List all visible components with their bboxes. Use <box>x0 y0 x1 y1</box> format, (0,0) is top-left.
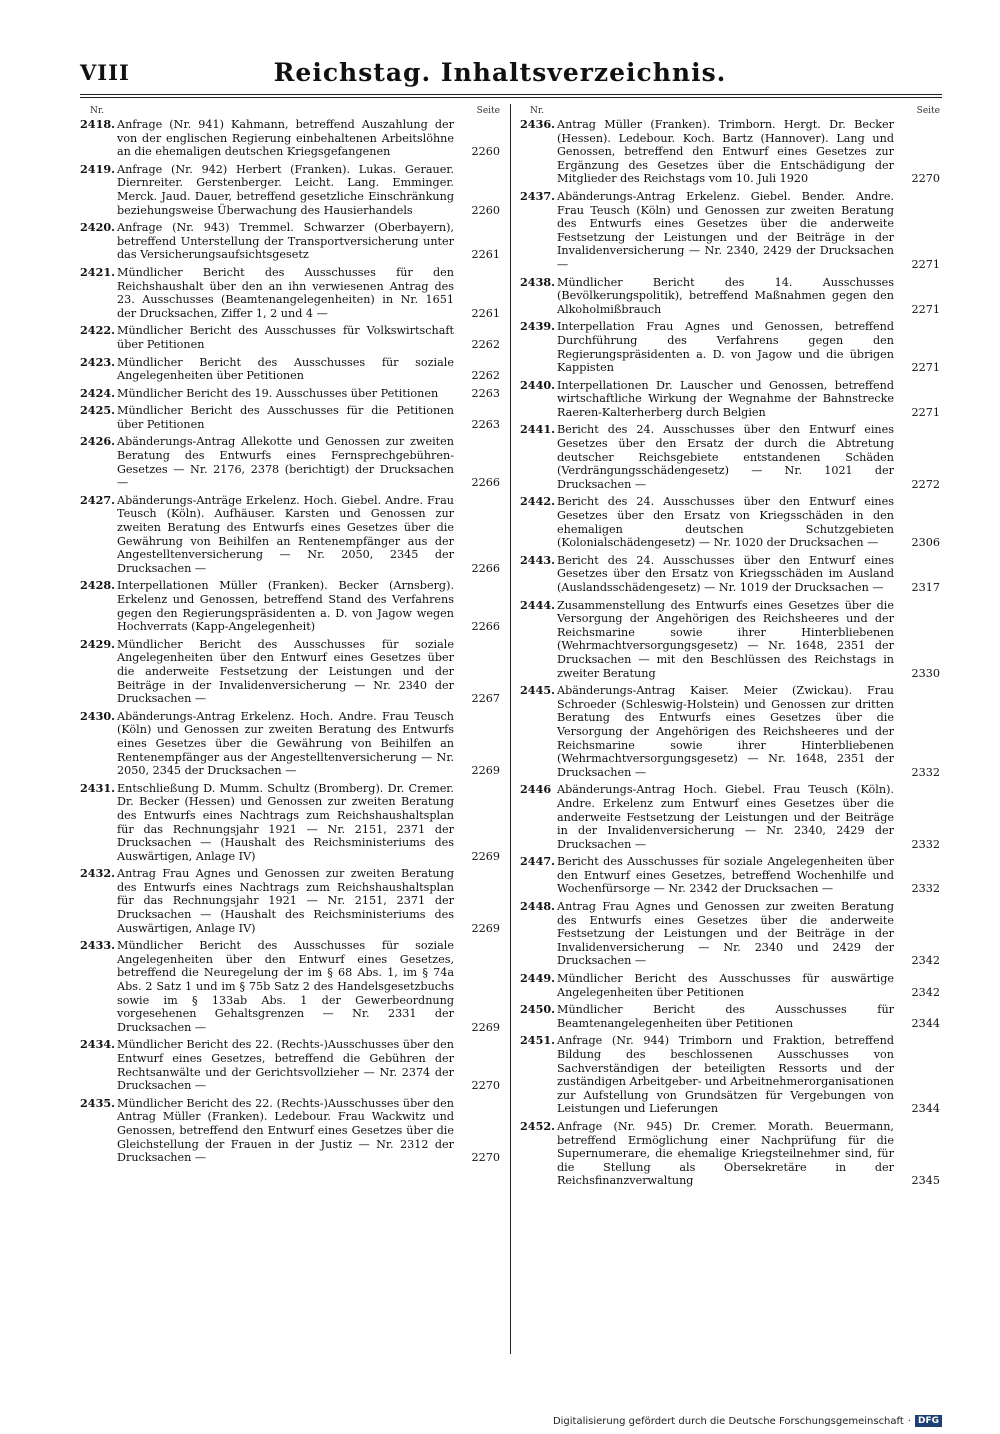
column-header <box>80 104 500 118</box>
entry-number: 2426. <box>80 434 116 449</box>
toc-entry <box>520 320 940 374</box>
entry-text: Abänderungs-Antrag Kaiser. Meier (Zwickau). Frau Schroeder (Schleswig-Holstein) und Genossen zur dritten Beratung des Entwurfs eines Gesetzes über die Versorgung der Angehörigen des Reichsheeres und der Reichsmarine sowie ihrer Hinterbliebenen (Wehrmachtversorgungsgesetz) — Nr. 1648, 2351 der Drucksachen — <box>557 684 894 779</box>
entry-page: 2342 <box>911 985 940 999</box>
entry-text: Interpellationen Dr. Lauscher und Genossen, betreffend wirtschaftliche Wirkung der Wegnahme der Bahnstrecke Raeren-Kalterherberg durch Belgien <box>557 378 894 419</box>
header-rule <box>80 94 942 95</box>
entry-page: 2272 <box>911 477 940 491</box>
entry-number: 2449. <box>520 971 556 986</box>
toc-entry <box>80 638 500 706</box>
entry-number: 2429. <box>80 636 116 651</box>
entry-text: Bericht des 24. Ausschusses über den Entwurf eines Gesetzes über den Ersatz von Kriegsschäden in den ehemaligen deutschen Schutzgebieten (Kolonialschädengesetz) — Nr. 1020 der Drucksachen — <box>557 495 894 550</box>
entry-text: Bericht des 24. Ausschusses über den Entwurf eines Gesetzes über den Ersatz von Kriegsschäden im Ausland (Auslandsschädengesetz) — Nr. 1019 der Drucksachen — <box>557 553 894 594</box>
toc-entry <box>80 1038 500 1092</box>
entry-text: Mündlicher Bericht des Ausschusses für soziale Angelegenheiten über den Entwurf eines Gesetzes, betreffend die Neuregelung der im § 68 Abs. 1, im § 74a Abs. 2 Satz 1 und im § 75b Satz 2 des Handelsgesetzbuchs sowie im § 133ab Abs. 1 der Gewerbeordnung vorgesehenen Gehaltsgrenzen — Nr. 2331 der Drucksachen — <box>117 939 454 1034</box>
entry-text: Anfrage (Nr. 941) Kahmann, betreffend Auszahlung der von der englischen Regierung einbehaltenen Arbeitslöhne an die ehemaligen deutschen Kriegsgefangenen <box>117 118 454 159</box>
toc-entry <box>520 1120 940 1188</box>
entry-page: 2271 <box>911 257 940 271</box>
entry-page: 2271 <box>911 405 940 419</box>
column-header-seite: Seite <box>916 106 940 116</box>
entry-number: 2430. <box>80 708 116 723</box>
entry-number: 2436. <box>520 117 556 131</box>
entry-number: 2447. <box>520 854 556 869</box>
entry-page: 2342 <box>911 954 940 968</box>
entry-number: 2445. <box>520 683 556 698</box>
entry-text: Bericht des Ausschusses für soziale Angelegenheiten über den Entwurf eines Gesetzes, betreffend Wochenhilfe und Wochenfürsorge — Nr. 2342 der Drucksachen — <box>557 855 894 896</box>
entry-text: Mündlicher Bericht des Ausschusses für Beamtenangelegenheiten über Petitionen <box>557 1003 894 1030</box>
toc-entry <box>520 276 940 317</box>
toc-entry <box>520 972 940 999</box>
toc-entry <box>80 404 500 431</box>
entry-text: Anfrage (Nr. 944) Trimborn und Fraktion, betreffend Bildung des beschlossenen Ausschusses von Sachverständigen der beteiligten Ressorts und der zuständigen Arbeitgeber- und Arbeitnehmerorganisationen zur Aufstellung von Grundsätzen für Vergebungen von Leistungen und Lieferungen <box>557 1034 894 1116</box>
dfg-logo-separator: · <box>907 1415 911 1427</box>
entry-number: 2421. <box>80 264 116 279</box>
entry-page: 2263 <box>471 386 500 400</box>
entry-number: 2437. <box>520 188 556 203</box>
entry-page: 2261 <box>471 248 500 262</box>
entry-page: 2263 <box>471 417 500 431</box>
toc-entry <box>520 495 940 549</box>
entry-text: Abänderungs-Antrag Hoch. Giebel. Frau Teusch (Köln). Andre. Erkelenz zum Entwurf eines Gesetzes über die anderweite Festsetzung der Leistungen und der Beiträge in der Invalidenversicherung — Nr. 2340, 2429 der Drucksachen — <box>557 783 894 851</box>
toc-entry <box>520 554 940 595</box>
entry-page: 2317 <box>911 581 940 594</box>
toc-entry <box>80 867 500 935</box>
toc-entry <box>80 1097 500 1165</box>
entry-text: Antrag Frau Agnes und Genossen zur zweiten Beratung des Entwurfs eines Gesetzes über die anderweite Festsetzung der Leistungen und der Beiträge in der Invalidenversicherung — Nr. 2340 und 2429 der Drucksachen — <box>557 900 894 968</box>
entry-text: Bericht des 24. Ausschusses über den Entwurf eines Gesetzes über den Ersatz der durch die Abtretung deutscher Reichsgebiete entstandenen Schäden (Verdrängungsschädengesetz) — Nr. 1021 der Drucksachen — <box>557 423 894 491</box>
entry-number: 2448. <box>520 899 556 914</box>
toc-entry <box>520 379 940 420</box>
entry-text: Mündlicher Bericht des Ausschusses für soziale Angelegenheiten über Petitionen <box>117 355 454 383</box>
toc-entry <box>520 900 940 968</box>
entry-page: 2344 <box>911 1102 940 1116</box>
toc-entry <box>520 423 940 491</box>
entry-page: 2330 <box>911 666 940 680</box>
entry-text: Mündlicher Bericht des 22. (Rechts-)Ausschusses über den Antrag Müller (Franken). Ledebour. Frau Wackwitz und Genossen, betreffend den Entwurf eines Gesetzes über die Gleichstellung der Frauen in der Justiz — Nr. 2312 der Drucksachen — <box>117 1096 454 1165</box>
entry-page: 2270 <box>911 172 940 186</box>
entry-number: 2450. <box>520 1002 556 1017</box>
entry-text: Zusammenstellung des Entwurfs eines Gesetzes über die Versorgung der Angehörigen des Reichsheeres und der Reichsmarine sowie ihrer Hinterbliebenen (Wehrmachtversorgungsgesetz) — Nr. 1648, 2351 der Drucksachen — mit den Beschlüssen des Reichstags in zweiter Beratung <box>557 598 894 680</box>
column-header-seite: Seite <box>476 106 500 116</box>
toc-entry <box>520 599 940 681</box>
entry-number: 2441. <box>520 422 556 437</box>
entry-text: Antrag Frau Agnes und Genossen zur zweiten Beratung des Entwurfs eines Nachtrags zum Reichshaushaltsplan für das Rechnungsjahr 1921 — Nr. 2151, 2371 der Drucksachen — (Haushalt des Reichsministeriums des Auswärtigen, Anlage IV) <box>117 867 454 935</box>
entry-page: 2270 <box>471 1151 500 1165</box>
dfg-logo: DFG <box>915 1415 942 1427</box>
entry-number: 2452. <box>520 1118 556 1133</box>
column-header <box>520 104 940 118</box>
column-header-nr: Nr. <box>90 106 105 116</box>
entry-text: Anfrage (Nr. 943) Tremmel. Schwarzer (Oberbayern), betreffend Unterstellung der Transportversicherung unter das Versicherungsaufsichtsgesetz <box>117 221 454 262</box>
toc-entry <box>80 356 500 383</box>
column-divider <box>510 104 511 1354</box>
entry-page: 2344 <box>911 1016 940 1030</box>
entry-text: Interpellationen Müller (Franken). Becker (Arnsberg). Erkelenz und Genossen, betreffend Stand des Verfahrens gegen den Regierungspräsidenten a. D. von Jagow wegen Hochverrats (Kapp-Angelegenheit) <box>117 579 454 634</box>
left-entry-list <box>80 118 500 1165</box>
entry-page: 2271 <box>911 361 940 375</box>
entry-text: Abänderungs-Antrag Allekotte und Genossen zur zweiten Beratung des Entwurfs eines Fernsprechgebühren-Gesetzes — Nr. 2176, 2378 (berichtigt) der Drucksachen — <box>117 435 454 490</box>
toc-entry <box>80 221 500 262</box>
entry-text: Antrag Müller (Franken). Trimborn. Hergt. Dr. Becker (Hessen). Ledebour. Koch. Bartz (Hannover). Lang und Genossen, betreffend den Entwurf eines Gesetzes zur Ergänzung des Gesetzes über die Entschädigung der Mitglieder des Reichstags vom 10. Juli 1920 <box>557 118 894 186</box>
toc-entry <box>80 324 500 351</box>
entry-number: 2425. <box>80 403 116 418</box>
entry-number: 2420. <box>80 220 116 235</box>
toc-columns <box>80 104 942 1354</box>
entry-text: Mündlicher Bericht des Ausschusses für soziale Angelegenheiten über den Entwurf eines Gesetzes über die anderweite Festsetzung der Leistungen und der Beiträge in der Invalidenversicherung — Nr. 2340 der Drucksachen — <box>117 637 454 706</box>
entry-page: 2332 <box>911 765 940 779</box>
toc-entry <box>80 939 500 1034</box>
toc-entry <box>80 163 500 217</box>
entry-text: Anfrage (Nr. 942) Herbert (Franken). Lukas. Gerauer. Diernreiter. Gerstenberger. Leicht. Lang. Emminger. Merck. Jaud. Dauer, betreffend gesetzliche Einschränkung beziehungsweise Überwachung des Hausierhandels <box>117 162 454 217</box>
entry-text: Interpellation Frau Agnes und Genossen, betreffend Durchführung des Verfahrens gegen den Regierungspräsidenten a. D. von Jagow und die übrigen Kappisten <box>557 320 894 375</box>
entry-text: Mündlicher Bericht des 22. (Rechts-)Ausschusses über den Entwurf eines Gesetzes, betreffend die Gebühren der Rechtsanwälte und der Gerichtsvollzieher — Nr. 2374 der Drucksachen — <box>117 1038 454 1093</box>
toc-entry <box>520 190 940 272</box>
page-header <box>0 0 1000 96</box>
toc-entry <box>80 266 500 320</box>
entry-number: 2446 <box>520 782 552 797</box>
right-column <box>520 104 940 1354</box>
toc-entry <box>80 494 500 576</box>
entry-number: 2427. <box>80 492 116 507</box>
entry-text: Mündlicher Bericht des Ausschusses für auswärtige Angelegenheiten über Petitionen <box>557 972 894 999</box>
left-column <box>80 104 500 1354</box>
entry-page: 2261 <box>471 306 500 320</box>
entry-page: 2271 <box>911 302 940 316</box>
entry-page: 2262 <box>471 369 500 383</box>
toc-entry <box>520 684 940 779</box>
entry-page: 2262 <box>471 337 500 351</box>
entry-page: 2345 <box>911 1174 940 1188</box>
entry-page: 2332 <box>911 882 940 896</box>
toc-entry <box>520 118 940 186</box>
entry-number: 2433. <box>80 938 116 953</box>
toc-entry <box>520 1003 940 1030</box>
entry-text: Anfrage (Nr. 945) Dr. Cremer. Morath. Beuermann, betreffend Ermöglichung einer Nachprüfung für die Supernumerare, die ehemalige Kriegsteilnehmer sind, für die Stellung als Obersekretäre in der Reichsfinanzverwaltung <box>557 1119 894 1188</box>
entry-page: 2267 <box>471 692 500 706</box>
entry-page: 2269 <box>471 849 500 863</box>
entry-text: Abänderungs-Anträge Erkelenz. Hoch. Giebel. Andre. Frau Teusch (Köln). Aufhäuser. Karsten und Genossen zur zweiten Beratung des Entwurfs eines Gesetzes über die Gewährung von Beihilfen an Rentenempfänger aus der Angestelltenversicherung — Nr. 2050, 2345 der Drucksachen — <box>117 493 454 575</box>
entry-text: Abänderungs-Antrag Erkelenz. Hoch. Andre. Frau Teusch (Köln) und Genossen zur zweiten Beratung des Entwurfs eines Gesetzes über die Gewährung von Beihilfen an Rentenempfänger aus der Angestelltenversicherung — Nr. 2050, 2345 der Drucksachen — <box>117 709 454 778</box>
entry-number: 2443. <box>520 552 556 567</box>
toc-entry <box>520 855 940 896</box>
toc-entry <box>80 782 500 864</box>
entry-text: Mündlicher Bericht des Ausschusses für Volkswirtschaft über Petitionen <box>117 324 454 351</box>
entry-page: 2269 <box>471 764 500 778</box>
entry-page: 2270 <box>471 1079 500 1093</box>
toc-entry <box>520 783 940 851</box>
entry-page: 2266 <box>471 561 500 575</box>
entry-number: 2431. <box>80 780 116 795</box>
page-title: Reichstag. Inhaltsverzeichnis. <box>273 58 727 87</box>
toc-entry <box>80 579 500 633</box>
entry-page: 2260 <box>471 145 500 159</box>
entry-text: Abänderungs-Antrag Erkelenz. Giebel. Bender. Andre. Frau Teusch (Köln) und Genossen zur zweiten Beratung des Entwurfs eines Gesetzes über die anderweite Festsetzung der Leistungen und der Beiträge in der Invalidenversicherung — Nr. 2340, 2429 der Drucksachen — <box>557 189 894 271</box>
entry-text: Mündlicher Bericht des 14. Ausschusses (Bevölkerungspolitik), betreffend Maßnahmen gegen den Alkoholmißbrauch <box>557 275 894 316</box>
right-entry-list <box>520 118 940 1188</box>
entry-text: Entschließung D. Mumm. Schultz (Bromberg). Dr. Cremer. Dr. Becker (Hessen) und Genossen zur zweiten Beratung des Entwurfs eines Nachtrags zum Reichshaushaltsplan für das Rechnungsjahr 1921 — Nr. 2151, 2371 der Drucksachen — (Haushalt des Reichsministeriums des Auswärtigen, Anlage IV) <box>117 781 454 863</box>
entry-text: Mündlicher Bericht des Ausschusses für die Petitionen über Petitionen <box>117 404 454 431</box>
entry-page: 2269 <box>471 921 500 935</box>
entry-number: 2424. <box>80 385 116 400</box>
entry-number: 2418. <box>80 117 116 131</box>
toc-entry <box>80 435 500 489</box>
entry-number: 2422. <box>80 323 116 338</box>
entry-page: 2266 <box>471 476 500 490</box>
toc-entry <box>520 1034 940 1116</box>
entry-number: 2423. <box>80 354 116 369</box>
entry-number: 2435. <box>80 1095 116 1110</box>
entry-text: Mündlicher Bericht des 19. Ausschusses über Petitionen <box>117 386 439 400</box>
entry-page: 2306 <box>911 536 940 550</box>
entry-number: 2434. <box>80 1037 116 1052</box>
entry-page: 2266 <box>471 620 500 634</box>
toc-entry <box>80 118 500 159</box>
column-header-nr: Nr. <box>530 106 545 116</box>
entry-number: 2439. <box>520 319 556 334</box>
entry-text: Mündlicher Bericht des Ausschusses für den Reichshaushalt über den an ihn verwiesenen Antrag des 23. Ausschusses (Beamtenangelegenheiten) in Nr. 1651 der Drucksachen, Ziffer 1, 2 und 4 — <box>117 265 454 320</box>
entry-page: 2260 <box>471 203 500 217</box>
entry-number: 2438. <box>520 274 556 289</box>
entry-number: 2442. <box>520 494 556 509</box>
toc-entry <box>80 710 500 778</box>
footer-credit: Digitalisierung gefördert durch die Deutsche Forschungsgemeinschaft <box>552 1415 904 1427</box>
entry-number: 2419. <box>80 161 116 176</box>
entry-number: 2432. <box>80 866 116 881</box>
entry-number: 2444. <box>520 597 556 612</box>
entry-number: 2428. <box>80 578 116 593</box>
page-number: VIII <box>80 60 130 85</box>
entry-page: 2269 <box>471 1020 500 1034</box>
header-rule-double <box>80 97 942 98</box>
footer <box>553 1415 942 1427</box>
entry-number: 2451. <box>520 1033 556 1048</box>
entry-number: 2440. <box>520 377 556 392</box>
entry-page: 2332 <box>911 837 940 851</box>
toc-entry <box>80 387 500 401</box>
